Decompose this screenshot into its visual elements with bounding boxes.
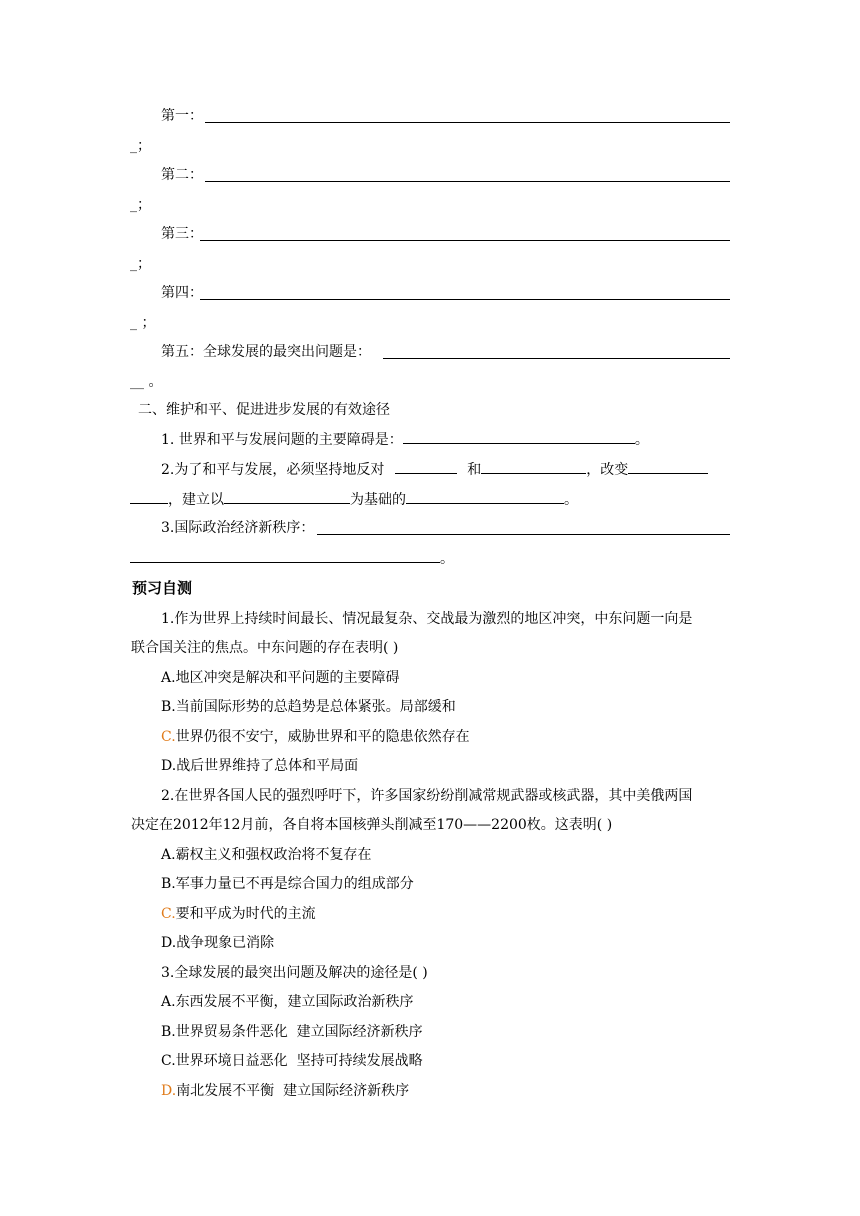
option-text: 东西发展不平衡，建立国际政治新秩序 bbox=[175, 994, 414, 1010]
q3-blank-1[interactable] bbox=[317, 534, 730, 535]
item-4-label: 第四： bbox=[161, 285, 203, 301]
option-letter: A. bbox=[161, 994, 176, 1010]
option-text: 霸权主义和强权政治将不复存在 bbox=[175, 847, 372, 863]
option-text: 地区冲突是解决和平问题的主要障碍 bbox=[175, 670, 400, 686]
option-letter: A. bbox=[161, 670, 176, 686]
option-text: 战争现象已消除 bbox=[176, 935, 275, 951]
item-3-blank[interactable] bbox=[200, 240, 730, 241]
q2-text-d: ，建立以 bbox=[168, 492, 224, 508]
q2-text-c: ，改变 bbox=[586, 462, 629, 478]
q1-end: 。 bbox=[634, 432, 649, 448]
question-3-option-d[interactable] bbox=[161, 1081, 409, 1101]
question-2-stem-line2: 决定在2012年12月前，各自将本国核弹头削减至170——2200枚。这表明( ) bbox=[131, 817, 613, 833]
item-3-end: _； bbox=[130, 256, 151, 272]
option-letter: D. bbox=[161, 758, 177, 774]
q1-blank[interactable] bbox=[403, 429, 635, 444]
q2-row-cont bbox=[130, 489, 578, 509]
q2-text-e: 为基础的 bbox=[350, 492, 406, 508]
question-1-option-d[interactable] bbox=[161, 756, 358, 776]
item-2-label: 第二： bbox=[161, 167, 203, 183]
question-3-stem: 3.全球发展的最突出问题及解决的途径是( ) bbox=[161, 965, 428, 981]
q2-blank-6[interactable] bbox=[406, 489, 564, 504]
answer-letter: C. bbox=[161, 729, 176, 745]
question-3-option-c[interactable] bbox=[161, 1051, 423, 1071]
item-1-end: _； bbox=[130, 138, 151, 154]
option-letter: A. bbox=[161, 847, 176, 863]
q2-blank-4[interactable] bbox=[130, 489, 168, 504]
item-4-end: _ ； bbox=[130, 315, 156, 331]
question-2-option-d[interactable] bbox=[161, 933, 274, 953]
option-text: 南北发展不平衡 建立国际经济新秩序 bbox=[176, 1083, 410, 1099]
item-1-blank[interactable] bbox=[205, 122, 730, 123]
question-2-option-a[interactable] bbox=[161, 845, 372, 865]
question-1-option-a[interactable] bbox=[161, 668, 400, 688]
option-text: 战后世界维持了总体和平局面 bbox=[176, 758, 359, 774]
item-2-blank[interactable] bbox=[205, 181, 730, 182]
option-text: 当前国际形势的总趋势是总体紧张。局部缓和 bbox=[175, 699, 456, 715]
q3-blank-2[interactable] bbox=[130, 548, 440, 563]
option-letter: C. bbox=[161, 1053, 176, 1069]
option-text: 世界环境日益恶化 坚持可持续发展战略 bbox=[175, 1053, 423, 1069]
q2-blank-2[interactable] bbox=[481, 459, 586, 474]
question-2-option-c[interactable] bbox=[161, 904, 316, 924]
q2-blank-1[interactable] bbox=[395, 459, 457, 474]
q1-row bbox=[161, 429, 649, 449]
q3-end: 。 bbox=[440, 551, 454, 567]
item-5-label: 第五：全球发展的最突出问题是： bbox=[161, 344, 371, 360]
section-2-title: 二、维护和平、促进进步发展的有效途径 bbox=[138, 402, 390, 418]
item-5-end: __ 。 bbox=[130, 374, 163, 390]
answer-letter: C. bbox=[161, 906, 176, 922]
item-2-end: _； bbox=[130, 197, 151, 213]
answer-letter: D. bbox=[161, 1083, 177, 1099]
option-letter: B. bbox=[161, 1024, 176, 1040]
option-letter: B. bbox=[161, 876, 176, 892]
preview-heading: 预习自测 bbox=[132, 579, 193, 597]
q2-text-f: 。 bbox=[564, 492, 578, 508]
q2-text-a: 2.为了和平与发展，必须坚持地反对 bbox=[161, 462, 385, 478]
question-3-option-b[interactable] bbox=[161, 1022, 423, 1042]
question-1-stem-line2: 联合国关注的焦点。中东问题的存在表明( ) bbox=[131, 640, 399, 656]
question-1-option-c[interactable] bbox=[161, 727, 470, 747]
q2-blank-3[interactable] bbox=[628, 459, 708, 474]
option-text: 要和平成为时代的主流 bbox=[175, 906, 316, 922]
question-1-stem-line1: 1.作为世界上持续时间最长、情况最复杂、交战最为激烈的地区冲突，中东问题一向是 bbox=[161, 611, 693, 627]
q2-text-b: 和 bbox=[467, 462, 482, 478]
q3-row-cont bbox=[130, 548, 454, 568]
q2-row bbox=[161, 459, 708, 479]
item-5-blank[interactable] bbox=[383, 358, 730, 359]
option-text: 世界贸易条件恶化 建立国际经济新秩序 bbox=[175, 1024, 423, 1040]
question-3-option-a[interactable] bbox=[161, 992, 414, 1012]
q3-label: 3.国际政治经济新秩序： bbox=[161, 520, 315, 536]
q2-blank-5[interactable] bbox=[224, 489, 350, 504]
option-text: 军事力量已不再是综合国力的组成部分 bbox=[175, 876, 414, 892]
question-2-stem-line1: 2.在世界各国人民的强烈呼吁下，许多国家纷纷削减常规武器或核武器，其中美俄两国 bbox=[161, 788, 693, 804]
option-letter: B. bbox=[161, 699, 176, 715]
question-2-option-b[interactable] bbox=[161, 874, 414, 894]
item-3-label: 第三： bbox=[161, 226, 203, 242]
option-text: 世界仍很不安宁，威胁世界和平的隐患依然存在 bbox=[175, 729, 470, 745]
q1-text: 1. 世界和平与发展问题的主要障碍是： bbox=[161, 432, 403, 448]
item-1-label: 第一： bbox=[161, 108, 203, 124]
option-letter: D. bbox=[161, 935, 177, 951]
question-1-option-b[interactable] bbox=[161, 697, 456, 717]
item-4-blank[interactable] bbox=[200, 299, 730, 300]
